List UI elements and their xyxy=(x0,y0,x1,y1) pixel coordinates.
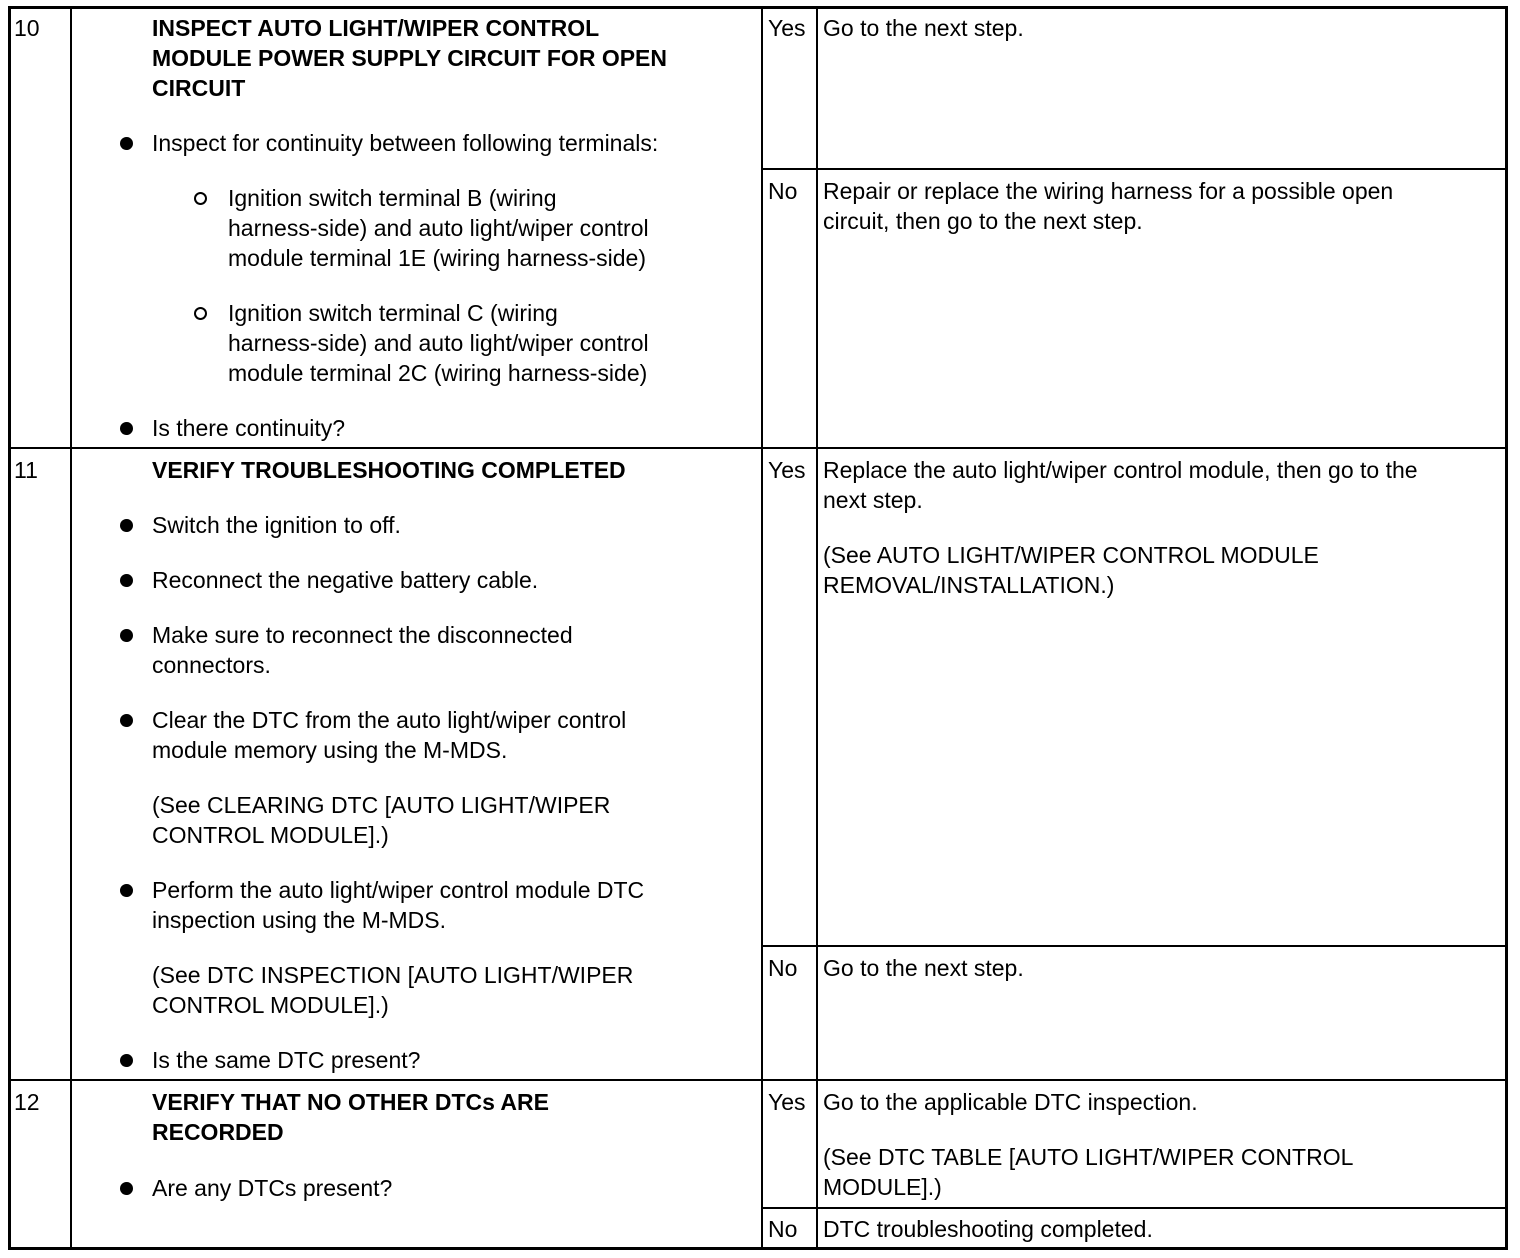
sub-instruction-text: Ignition switch terminal C (wiring xyxy=(228,300,558,326)
instruction-text: Clear the DTC from the auto light/wiper control xyxy=(152,707,627,733)
instruction-text: Reconnect the negative battery cable. xyxy=(152,567,539,593)
instruction-text: inspection using the M-MDS. xyxy=(152,907,447,933)
no-label: No xyxy=(768,955,798,981)
no-label: No xyxy=(768,178,798,204)
instruction-text: Perform the auto light/wiper control module DTC xyxy=(152,877,645,903)
reference-text: CONTROL MODULE].) xyxy=(152,822,389,848)
bullet-icon xyxy=(120,1054,133,1067)
bullet-icon xyxy=(120,1182,133,1195)
step-title: VERIFY THAT NO OTHER DTCs ARE xyxy=(152,1089,549,1115)
step-title: INSPECT AUTO LIGHT/WIPER CONTROL xyxy=(152,15,600,41)
yes-no-divider-11 xyxy=(761,945,1507,947)
step-title: MODULE POWER SUPPLY CIRCUIT FOR OPEN xyxy=(152,45,667,71)
yes-action-text: next step. xyxy=(823,487,923,513)
sub-instruction-text: Ignition switch terminal B (wiring xyxy=(228,185,557,211)
reference-text: CONTROL MODULE].) xyxy=(152,992,389,1018)
bullet-icon xyxy=(120,714,133,727)
step-title: RECORDED xyxy=(152,1119,284,1145)
row-divider-11-12 xyxy=(8,1079,1508,1081)
instruction-text: Are any DTCs present? xyxy=(152,1175,393,1201)
reference-text: (See DTC INSPECTION [AUTO LIGHT/WIPER xyxy=(152,962,634,988)
no-action-text: circuit, then go to the next step. xyxy=(823,208,1143,234)
step-number: 10 xyxy=(14,15,40,41)
bullet-icon xyxy=(120,629,133,642)
instruction-text: connectors. xyxy=(152,652,271,678)
reference-text: REMOVAL/INSTALLATION.) xyxy=(823,572,1115,598)
step-number: 12 xyxy=(14,1089,40,1115)
instruction-text: Is the same DTC present? xyxy=(152,1047,421,1073)
no-action-text: Go to the next step. xyxy=(823,955,1024,981)
table-border-right xyxy=(1505,6,1508,1250)
no-label: No xyxy=(768,1216,798,1242)
column-divider-result xyxy=(816,6,818,1250)
sub-instruction-text: module terminal 1E (wiring harness-side) xyxy=(228,245,646,271)
sub-instruction-text: module terminal 2C (wiring harness-side) xyxy=(228,360,648,386)
yes-label: Yes xyxy=(768,15,806,41)
step-title: VERIFY TROUBLESHOOTING COMPLETED xyxy=(152,457,626,483)
reference-text: MODULE].) xyxy=(823,1174,942,1200)
reference-text: (See CLEARING DTC [AUTO LIGHT/WIPER xyxy=(152,792,611,818)
sub-bullet-icon xyxy=(194,307,207,320)
step-title: CIRCUIT xyxy=(152,75,246,101)
bullet-icon xyxy=(120,422,133,435)
bullet-icon xyxy=(120,137,133,150)
sub-instruction-text: harness-side) and auto light/wiper control xyxy=(228,215,649,241)
instruction-text: Inspect for continuity between following terminals: xyxy=(152,130,659,156)
no-action-text: DTC troubleshooting completed. xyxy=(823,1216,1153,1242)
instruction-text: Is there continuity? xyxy=(152,415,346,441)
yes-action-text: Go to the applicable DTC inspection. xyxy=(823,1089,1198,1115)
row-divider-10-11 xyxy=(8,447,1508,449)
step-number: 11 xyxy=(14,457,38,483)
sub-bullet-icon xyxy=(194,192,207,205)
table-border-top xyxy=(8,6,1508,9)
instruction-text: Switch the ignition to off. xyxy=(152,512,401,538)
column-divider-number xyxy=(70,6,72,1250)
reference-text: (See AUTO LIGHT/WIPER CONTROL MODULE xyxy=(823,542,1319,568)
bullet-icon xyxy=(120,884,133,897)
bullet-icon xyxy=(120,574,133,587)
yes-label: Yes xyxy=(768,457,806,483)
yes-label: Yes xyxy=(768,1089,806,1115)
yes-no-divider-12 xyxy=(761,1207,1507,1209)
sub-instruction-text: harness-side) and auto light/wiper control xyxy=(228,330,649,356)
bullet-icon xyxy=(120,519,133,532)
yes-no-divider-10 xyxy=(761,168,1507,170)
column-divider-action xyxy=(761,6,763,1250)
yes-action-text: Replace the auto light/wiper control module, then go to the xyxy=(823,457,1418,483)
reference-text: (See DTC TABLE [AUTO LIGHT/WIPER CONTROL xyxy=(823,1144,1354,1170)
no-action-text: Repair or replace the wiring harness for a possible open xyxy=(823,178,1394,204)
table-border-bottom xyxy=(8,1247,1508,1250)
table-border-left xyxy=(8,6,11,1250)
instruction-text: module memory using the M-MDS. xyxy=(152,737,508,763)
instruction-text: Make sure to reconnect the disconnected xyxy=(152,622,573,648)
yes-action-text: Go to the next step. xyxy=(823,15,1024,41)
